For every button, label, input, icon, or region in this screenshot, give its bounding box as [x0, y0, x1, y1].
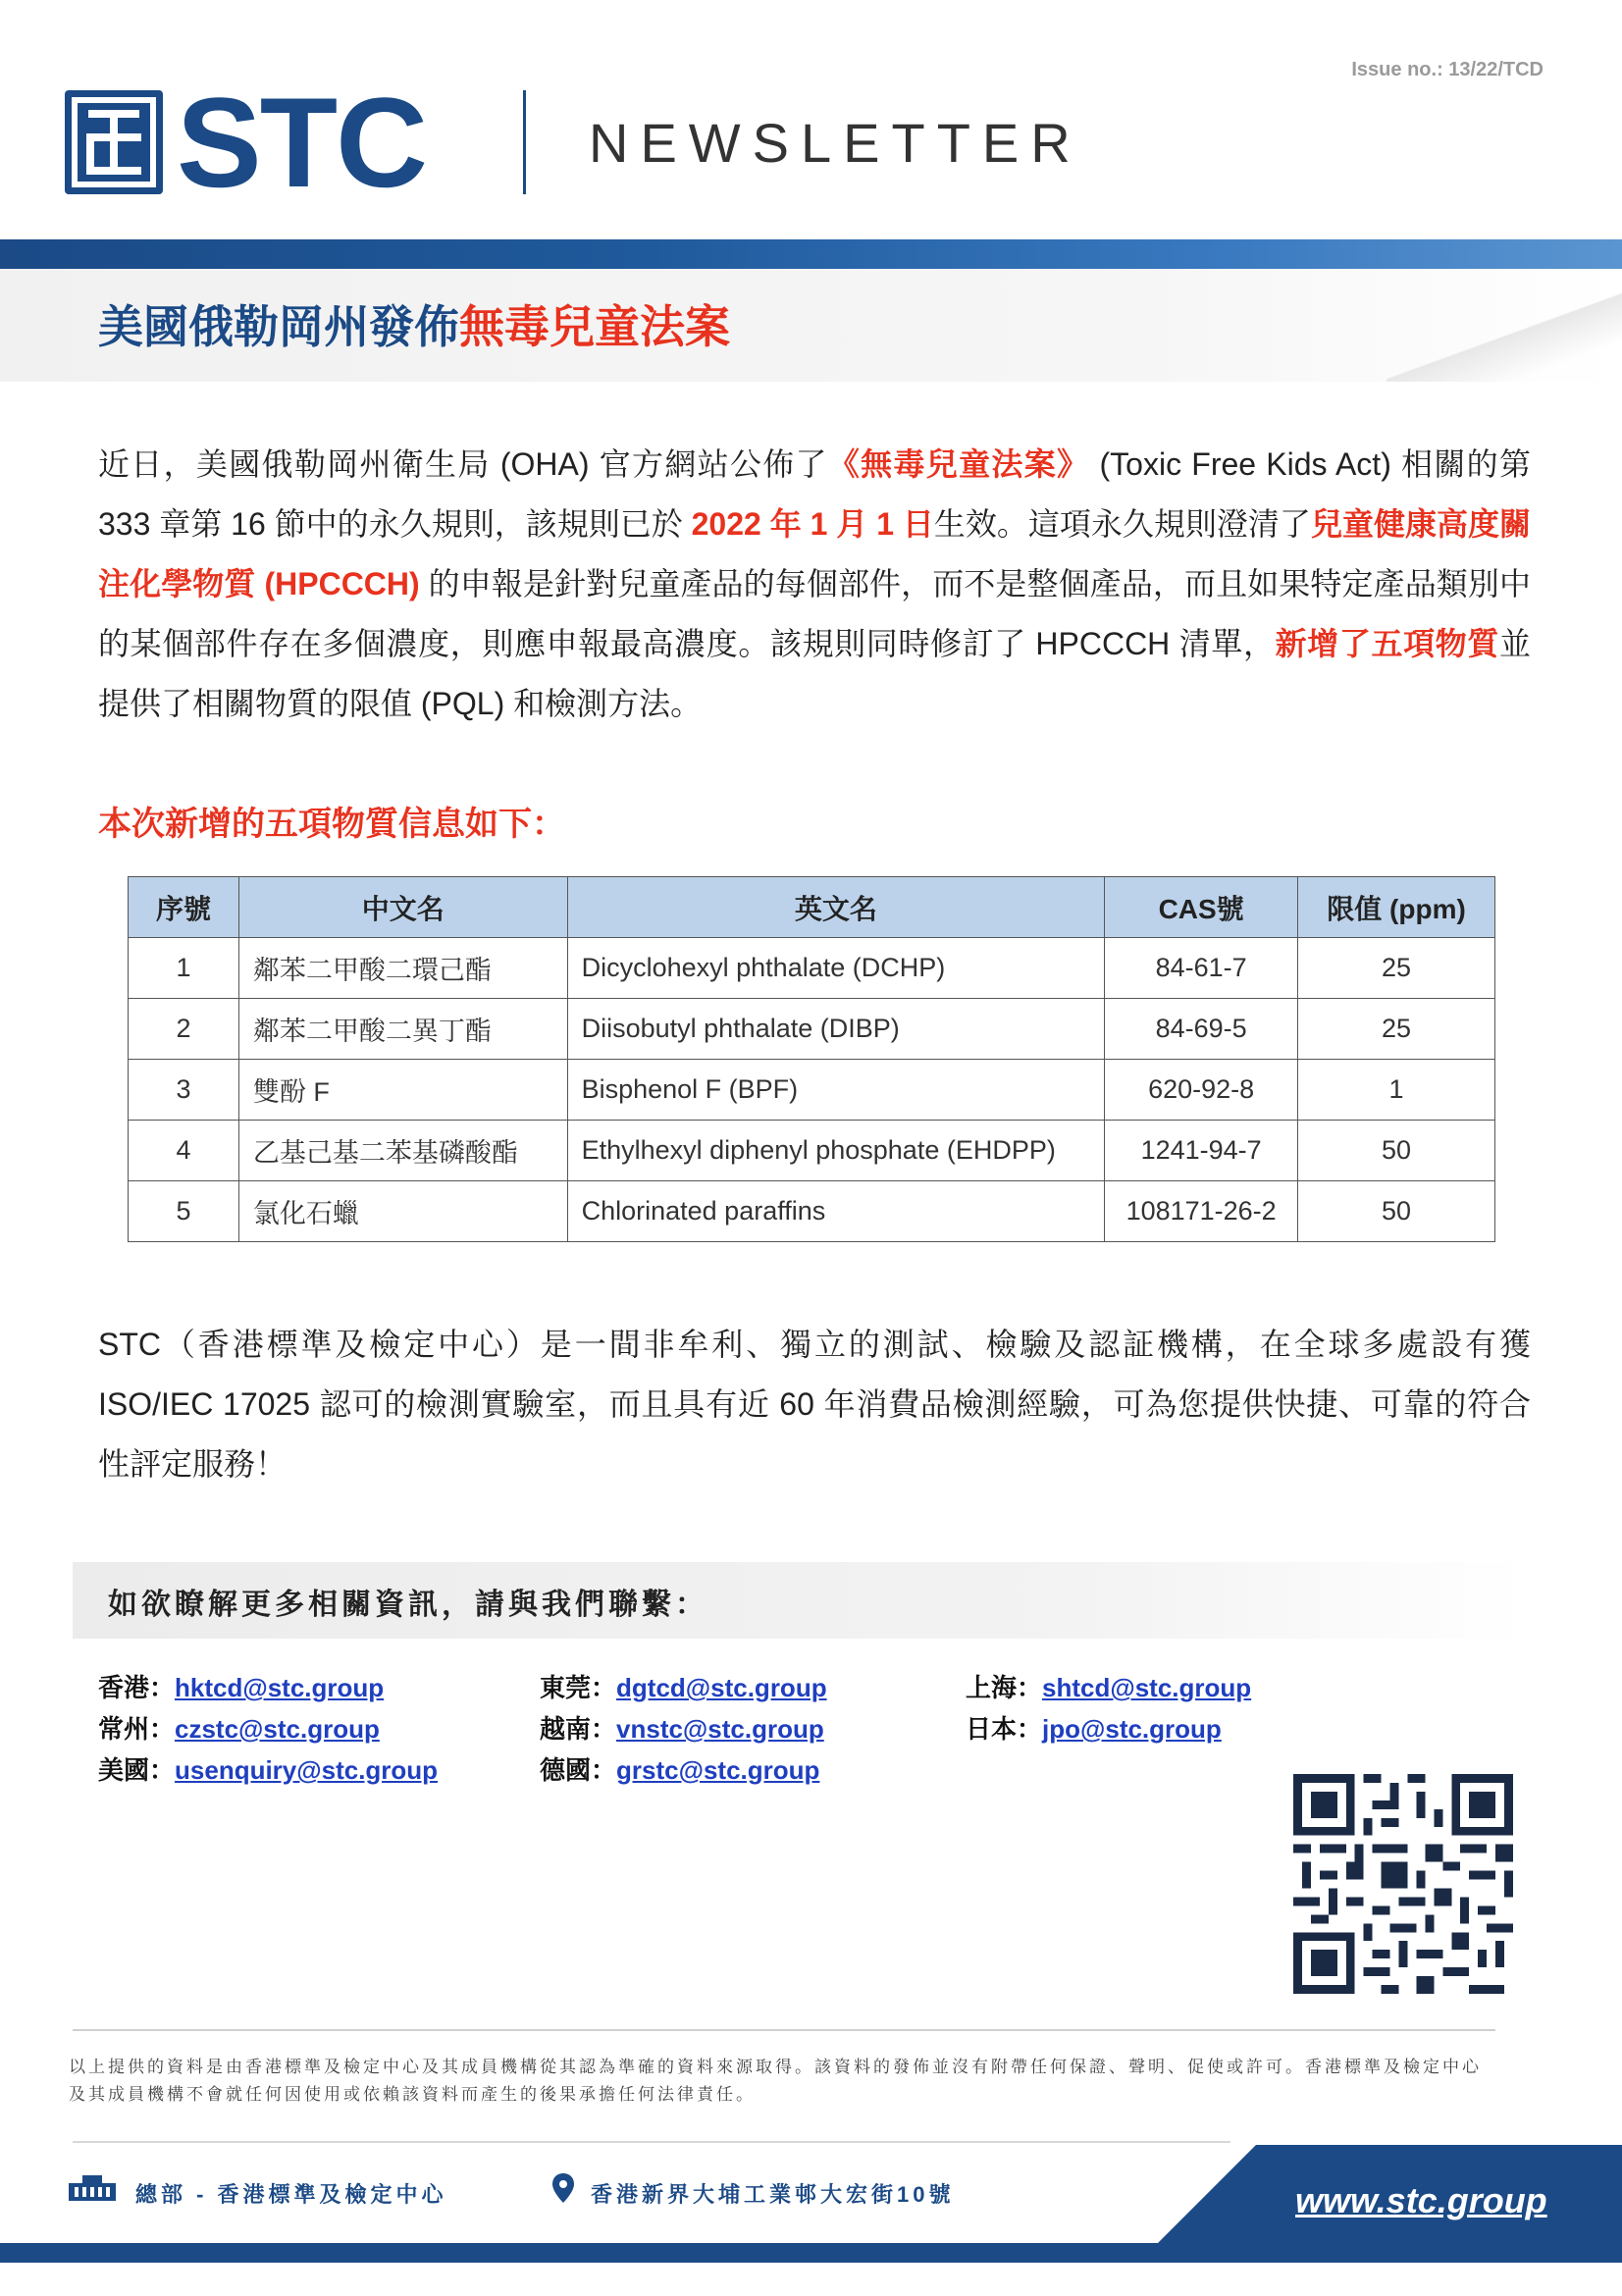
title-prefix: 美國俄勒岡州發佈 — [98, 301, 459, 352]
cell-english-name: Diisobutyl phthalate (DIBP) — [567, 999, 1105, 1060]
email-link-shanghai[interactable]: shtcd@stc.group — [1042, 1673, 1252, 1702]
cell-limit: 25 — [1298, 938, 1495, 999]
intro-effective-date: 2022 年 1 月 1 日 — [691, 506, 934, 542]
cell-cas: 84-69-5 — [1105, 999, 1298, 1060]
table-row — [129, 999, 1495, 1060]
table-row — [129, 1060, 1495, 1121]
cell-chinese-name: 鄰苯二甲酸二異丁酯 — [238, 999, 567, 1060]
intro-text-2: (Toxic Free Kids Act) 相關的第 333 章第 16 節中的永久規則，該規則已於 — [98, 446, 1531, 542]
cell-cas: 1241-94-7 — [1105, 1121, 1298, 1181]
about-paragraph: STC（香港標準及檢定中心）是一間非牟利、獨立的測試、檢驗及認証機構，在全球多處設有獲 ISO/IEC 17025 認可的檢測實驗室，而且具有近 60 年消費品檢測經驗，可為您提供快捷、可靠的符合性評定服務！ — [98, 1327, 1531, 1482]
footer-bar — [0, 2243, 1622, 2263]
building-icon — [67, 2173, 118, 2203]
address: 香港新界大埔工業邨大宏街10號 — [591, 2182, 955, 2207]
intro-text-5: 並提供了相關物質的限值 (PQL) 和檢測方法。 — [98, 626, 1531, 721]
brand-divider — [523, 90, 526, 194]
header-chinese-name: 中文名 — [238, 877, 567, 938]
intro-paragraph — [98, 435, 1531, 734]
intro-text-3: 生效。這項永久規則澄清了 — [933, 506, 1311, 542]
cell-chinese-name: 乙基己基二苯基磷酸酯 — [238, 1121, 567, 1181]
cell-english-name: Bisphenol F (BPF) — [567, 1060, 1105, 1121]
cell-cas: 108171-26-2 — [1105, 1181, 1298, 1242]
cell-english-name: Dicyclohexyl phthalate (DCHP) — [567, 938, 1105, 999]
divider — [73, 2141, 1230, 2143]
intro-text-1: 近日，美國俄勒岡州衛生局 (OHA) 官方網站公佈了 — [98, 446, 828, 482]
email-link-germany[interactable]: grstc@stc.group — [616, 1755, 820, 1785]
disclaimer: 以上提供的資料是由香港標準及檢定中心及其成員機構從其認為準確的資料來源取得。該資料的發佈並沒有附帶任何保證、聲明、促使或許可。香港標準及檢定中心及其成員機構不會就任何因使用或依賴該資料而產生的後果承擔任何法律責任。 — [69, 2058, 1482, 2104]
table-heading: 本次新增的五項物質信息如下： — [98, 806, 565, 843]
cell-english-name: Chlorinated paraffins — [567, 1181, 1105, 1242]
cell-english-name: Ethylhexyl diphenyl phosphate (EHDPP) — [567, 1121, 1105, 1181]
contact-label: 美國： — [98, 1755, 176, 1785]
stc-logo-icon — [65, 90, 163, 194]
cell-no: 5 — [129, 1181, 239, 1242]
contact-japan — [966, 1709, 1222, 1748]
contact-label: 越南： — [540, 1714, 617, 1744]
email-link-usa[interactable]: usenquiry@stc.group — [175, 1755, 439, 1785]
contact-dongguan — [540, 1668, 827, 1707]
contact-label: 常州： — [98, 1714, 176, 1744]
location-pin-icon — [551, 2172, 575, 2204]
cell-no: 4 — [129, 1121, 239, 1181]
contact-label: 日本： — [966, 1714, 1043, 1744]
contact-label: 上海： — [966, 1673, 1043, 1702]
cell-chinese-name: 雙酚 F — [238, 1060, 567, 1121]
contact-shanghai — [966, 1668, 1251, 1707]
cell-limit: 25 — [1298, 999, 1495, 1060]
table-row — [129, 1121, 1495, 1181]
intro-text-4: 的申報是針對兒童產品的每個部件，而不是整個產品，而且如果特定產品類別中的某個部件存在多個濃度，則應申報最高濃度。該規則同時修訂了 HPCCCH 清單， — [98, 566, 1531, 661]
header-cas: CAS號 — [1105, 877, 1298, 938]
contact-hongkong — [98, 1668, 384, 1707]
header-blue-bar — [0, 239, 1622, 269]
website-link[interactable]: www.stc.group — [1295, 2180, 1547, 2220]
newsletter-label: NEWSLETTER — [589, 112, 1082, 174]
email-link-vietnam[interactable]: vnstc@stc.group — [616, 1714, 824, 1744]
title-highlight: 無毒兒童法案 — [459, 301, 730, 352]
contact-germany — [540, 1750, 819, 1790]
cell-no: 2 — [129, 999, 239, 1060]
table-row — [129, 1181, 1495, 1242]
table-header-row — [129, 877, 1495, 938]
email-link-dongguan[interactable]: dgtcd@stc.group — [616, 1673, 827, 1702]
cell-chinese-name: 鄰苯二甲酸二環己酯 — [238, 938, 567, 999]
contact-usa — [98, 1750, 438, 1790]
table-row — [129, 938, 1495, 999]
contact-label: 東莞： — [540, 1673, 617, 1702]
brand-name: STC — [177, 71, 426, 214]
intro-act-name: 《無毒兒童法案》 — [827, 446, 1090, 482]
cell-no: 3 — [129, 1060, 239, 1121]
header-english-name: 英文名 — [567, 877, 1105, 938]
cell-limit: 50 — [1298, 1121, 1495, 1181]
contact-vietnam — [540, 1709, 824, 1748]
issue-number: Issue no.: 13/22/TCD — [1351, 59, 1544, 80]
contact-title: 如欲瞭解更多相關資訊，請與我們聯繫： — [108, 1589, 708, 1621]
intro-five-substances: 新增了五項物質 — [1275, 626, 1499, 661]
cell-limit: 1 — [1298, 1060, 1495, 1121]
substance-table — [128, 876, 1495, 1242]
header-no: 序號 — [129, 877, 239, 938]
header-limit: 限值 (ppm) — [1298, 877, 1495, 938]
contact-changzhou — [98, 1709, 380, 1748]
qr-code-icon[interactable] — [1293, 1774, 1513, 1994]
cell-chinese-name: 氯化石蠟 — [238, 1181, 567, 1242]
contact-label: 香港： — [98, 1673, 176, 1702]
email-link-changzhou[interactable]: czstc@stc.group — [175, 1714, 380, 1744]
contact-label: 德國： — [540, 1755, 617, 1785]
email-link-hongkong[interactable]: hktcd@stc.group — [175, 1673, 385, 1702]
divider — [73, 2029, 1495, 2031]
headquarters-label: 總部 - 香港標準及檢定中心 — [135, 2182, 447, 2207]
cell-cas: 620-92-8 — [1105, 1060, 1298, 1121]
intro-hpccch: 兒童健康高度關注化學物質 (HPCCCH) — [98, 506, 1531, 601]
cell-cas: 84-61-7 — [1105, 938, 1298, 999]
email-link-japan[interactable]: jpo@stc.group — [1042, 1714, 1222, 1744]
page-title — [98, 299, 730, 354]
cell-limit: 50 — [1298, 1181, 1495, 1242]
cell-no: 1 — [129, 938, 239, 999]
